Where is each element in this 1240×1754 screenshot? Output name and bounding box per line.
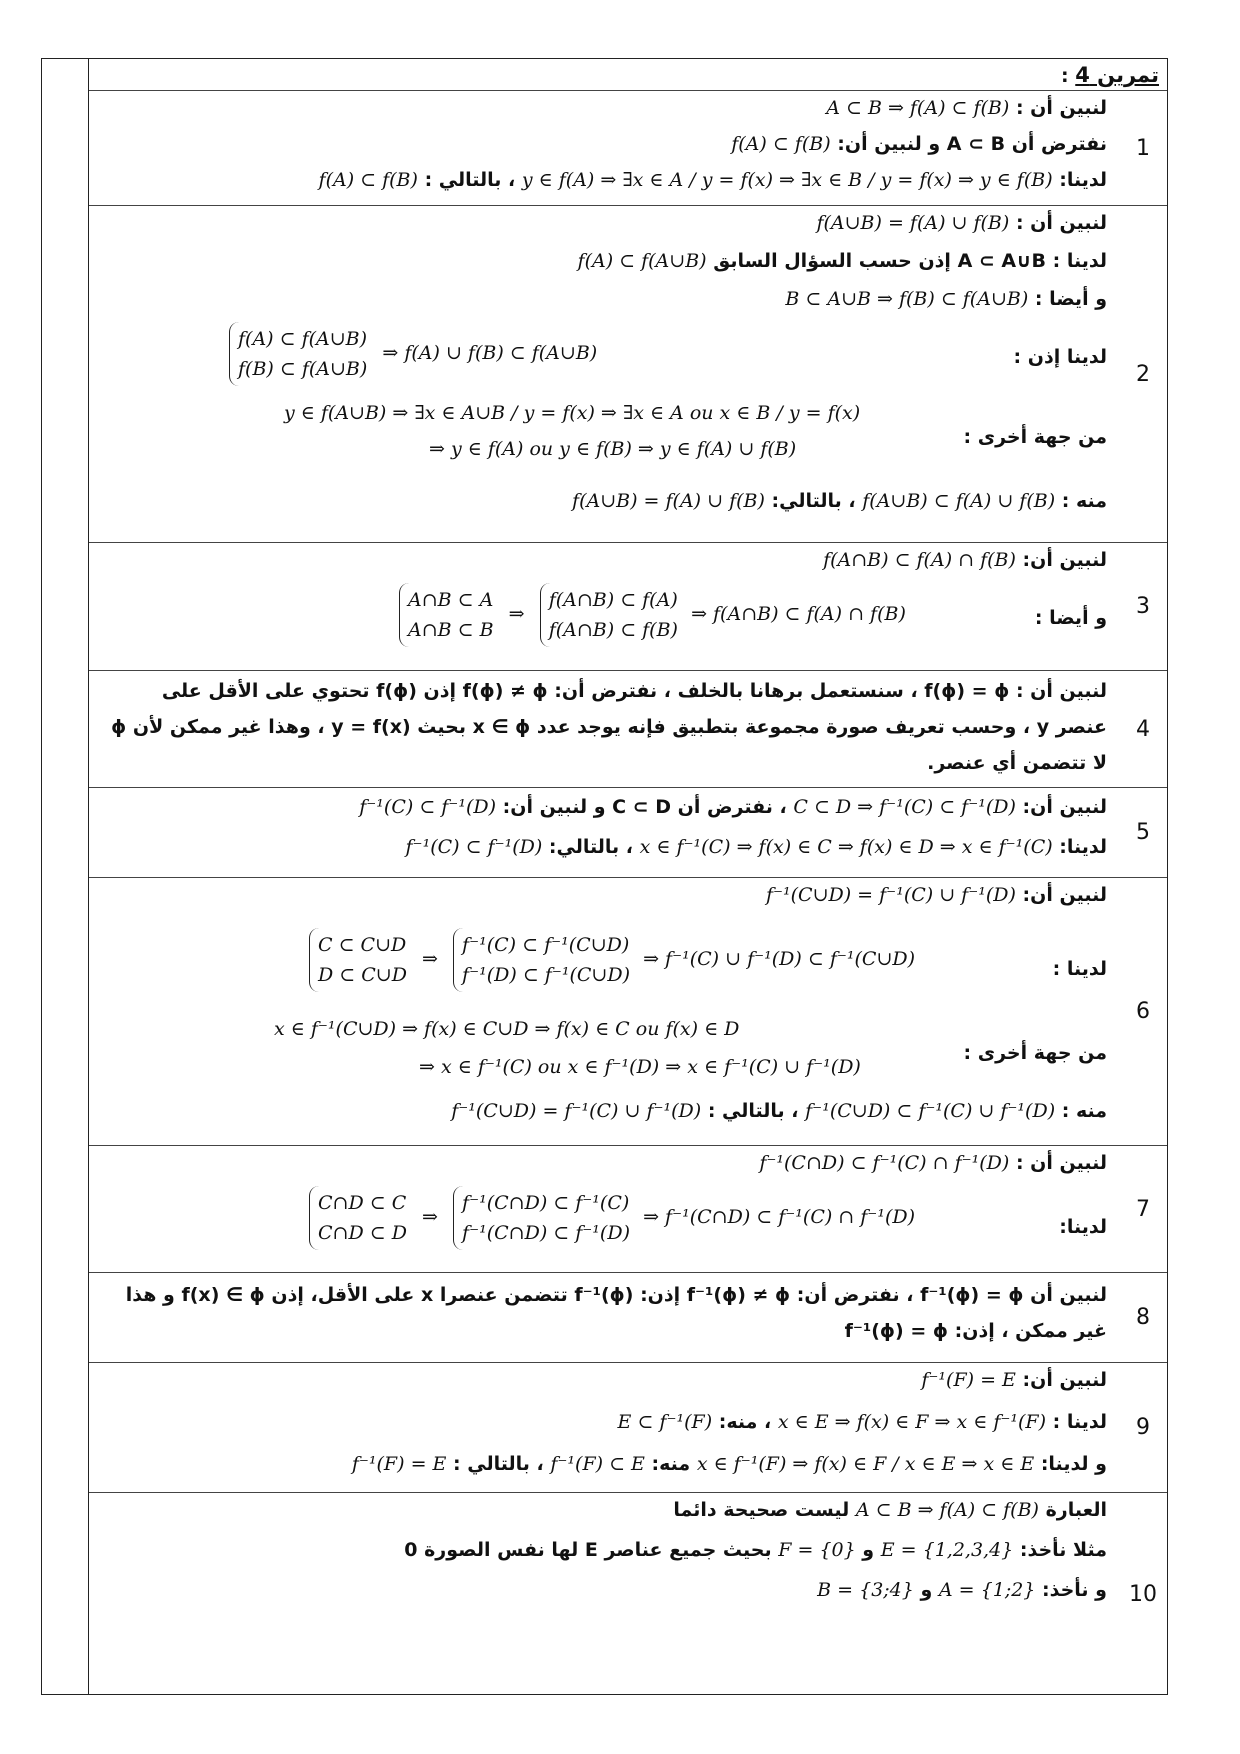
row-1 [89,91,1167,206]
conclusion-line: منه : f(A∪B) ⊂ f(A) ∪ f(B) ، بالتالي: f(A∪B) = f(A) ∪ f(B) [572,490,1107,512]
row-4 [89,671,1167,788]
paragraph: لنبين أن : f(ϕ) = ϕ ، سنستعمل برهانا بالخلف ، نفترض أن: f(ϕ) ≠ ϕ إذن f(ϕ) تحتوي على الأقل على عنصر y ، وحسب تعريف صورة مجموعة بتطبيق فإنه يوجد عدد x ∈ ϕ بحيث y = f(x) ، وهذا غير ممكن لأن ϕ لا تتضمن أي عنصر. [111,680,1107,774]
row-number: 2 [1136,361,1150,387]
row-number: 8 [1136,1305,1150,1330]
statement-line: لنبين أن : f(A∪B) = f(A) ∪ f(B) [816,212,1107,234]
row-8 [89,1273,1167,1363]
label-line: لدينا إذن : [1013,346,1107,368]
row-6 [89,878,1167,1146]
proof-line: لدينا: x ∈ f⁻¹(C) ⇒ f(x) ∈ C ⇒ f(x) ∈ D ⇒ x ∈ f⁻¹(C) ، بالتالي: f⁻¹(C) ⊂ f⁻¹(D) [405,836,1107,858]
label-line: لدينا : [1052,958,1107,980]
brace-system: f(A) ⊂ f(A∪B) f(B) ⊂ f(A∪B) ⇒ f(A) ∪ f(B) ⊂ f(A∪B) [229,322,597,386]
row-9 [89,1363,1167,1493]
label-line: و أيضا : [1034,607,1107,629]
label-line: من جهة أخرى : [963,426,1107,448]
brace-system: C∩D ⊂ C C∩D ⊂ D ⇒ f⁻¹(C∩D) ⊂ f⁻¹(C) f⁻¹(C∩D) ⊂ f⁻¹(D) ⇒ f⁻¹(C∩D) ⊂ f⁻¹(C) ∩ f⁻¹(D) [309,1186,915,1250]
brace-system: C ⊂ C∪D D ⊂ C∪D ⇒ f⁻¹(C) ⊂ f⁻¹(C∪D) f⁻¹(D) ⊂ f⁻¹(C∪D) ⇒ f⁻¹(C) ∪ f⁻¹(D) ⊂ f⁻¹(C∪D) [309,928,915,992]
proof-math: ⇒ x ∈ f⁻¹(C) ou x ∈ f⁻¹(D) ⇒ x ∈ f⁻¹(C) ∪ f⁻¹(D) [419,1056,861,1078]
proof-math: y ∈ f(A∪B) ⇒ ∃x ∈ A∪B / y = f(x) ⇒ ∃x ∈ A ou x ∈ B / y = f(x) [284,402,861,424]
row-number: 9 [1136,1415,1150,1440]
exercise-title: تمرين 4 [1075,63,1159,87]
proof-math: ⇒ y ∈ f(A) ou y ∈ f(B) ⇒ y ∈ f(A) ∪ f(B) [429,438,797,460]
statement-line: لنبين أن : A ⊂ B ⇒ f(A) ⊂ f(B) [826,97,1107,119]
statement-line: لنبين أن: C ⊂ D ⇒ f⁻¹(C) ⊂ f⁻¹(D) ، نفترض أن C ⊂ D و لنبين أن: f⁻¹(C) ⊂ f⁻¹(D) [359,796,1107,818]
statement-line: لنبين أن: f(A∩B) ⊂ f(A) ∩ f(B) [823,549,1107,571]
assumption-line: نفترض أن A ⊂ B و لنبين أن: f(A) ⊂ f(B) [731,133,1107,155]
proof-line: لدينا: y ∈ f(A) ⇒ ∃x ∈ A / y = f(x) ⇒ ∃x ∈ B / y = f(x) ⇒ y ∈ f(B) ، بالتالي : f(A) ⊂ f(B) [318,169,1107,191]
row-number: 4 [1136,716,1150,742]
row-number: 6 [1136,999,1150,1024]
proof-line: لدينا : A ⊂ A∪B إذن حسب السؤال السابق f(A) ⊂ f(A∪B) [577,250,1107,272]
row-7 [89,1146,1167,1273]
statement-line: لنبين أن: f⁻¹(F) = E [921,1369,1107,1391]
statement-line: العبارة A ⊂ B ⇒ f(A) ⊂ f(B) ليست صحيحة دائما [673,1499,1107,1521]
example-line: مثلا نأخذ: E = {1,2,3,4} و F = {0} بحيث جميع عناصر E لها نفس الصورة 0 [404,1539,1107,1561]
proof-line: و أيضا : B ⊂ A∪B ⇒ f(B) ⊂ f(A∪B) [785,288,1107,310]
statement-line: لنبين أن : f⁻¹(C∩D) ⊂ f⁻¹(C) ∩ f⁻¹(D) [759,1152,1107,1174]
proof-line: لدينا : x ∈ E ⇒ f(x) ∈ F ⇒ x ∈ f⁻¹(F) ، منه: E ⊂ f⁻¹(F) [617,1411,1107,1433]
row-number: 10 [1129,1582,1157,1607]
conclusion-line: منه : f⁻¹(C∪D) ⊂ f⁻¹(C) ∪ f⁻¹(D) ، بالتالي : f⁻¹(C∪D) = f⁻¹(C) ∪ f⁻¹(D) [451,1100,1107,1122]
row-10 [89,1493,1167,1696]
title-colon: : [1061,65,1069,87]
row-number: 1 [1136,135,1150,161]
proof-math: x ∈ f⁻¹(C∪D) ⇒ f(x) ∈ C∪D ⇒ f(x) ∈ C ou f(x) ∈ D [274,1018,740,1040]
example-line: و نأخذ: A = {1;2} و B = {3;4} [817,1579,1107,1601]
left-margin-column [42,59,89,1694]
conclusion-line: و لدينا: x ∈ f⁻¹(F) ⇒ f(x) ∈ F / x ∈ E ⇒ x ∈ E منه: f⁻¹(F) ⊂ E ، بالتالي : f⁻¹(F) = E [351,1453,1107,1475]
label-line: من جهة أخرى : [963,1042,1107,1064]
row-3 [89,543,1167,671]
row-number: 3 [1136,594,1150,619]
statement-line: لنبين أن: f⁻¹(C∪D) = f⁻¹(C) ∪ f⁻¹(D) [765,884,1107,906]
row-number: 5 [1136,820,1150,845]
row-2 [89,206,1167,543]
title-row [89,59,1167,91]
brace-system: A∩B ⊂ A A∩B ⊂ B ⇒ f(A∩B) ⊂ f(A) f(A∩B) ⊂ f(B) ⇒ f(A∩B) ⊂ f(A) ∩ f(B) [399,583,906,647]
row-number: 7 [1136,1196,1150,1222]
exercise-sheet [41,58,1168,1695]
row-5 [89,788,1167,878]
paragraph: لنبين أن f⁻¹(ϕ) = ϕ ، نفترض أن: f⁻¹(ϕ) ≠ ϕ إذن: f⁻¹(ϕ) تتضمن عنصرا x على الأقل، إذن f(x) ∈ ϕ و هذا غير ممكن ، إذن: f⁻¹(ϕ) = ϕ [125,1284,1107,1342]
label-line: لدينا: [1059,1216,1107,1238]
